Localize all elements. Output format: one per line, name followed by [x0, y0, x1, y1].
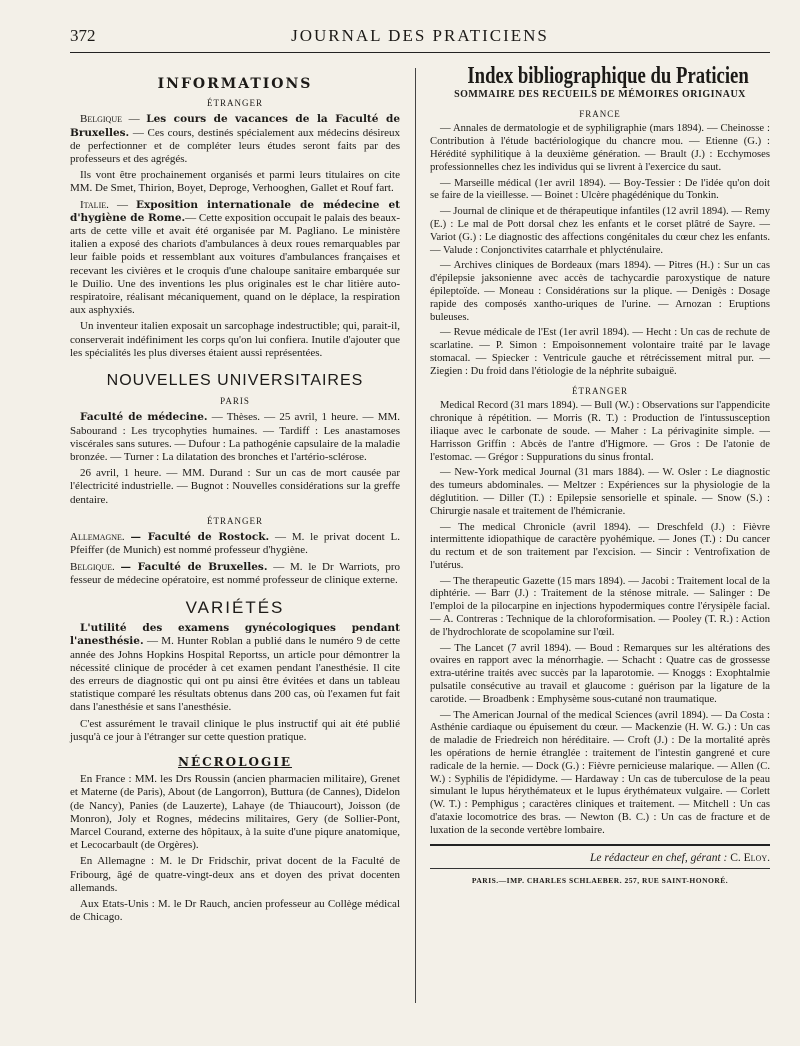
etranger-label: ÉTRANGER — [572, 385, 628, 396]
informations-heading: INFORMATIONS — [157, 76, 313, 92]
france-entry: — Annales de dermatologie et de syphiligraphie (mars 1894). — Cheinosse : Contribution à l'étude bactériologique du chancre mou. — Etienne (G.) : Hérédité syphilitique à la deuxième génération. — Brault (J.) : Ecchymoses professionnelles chez les individus qui se livrent à l'exercice du saut. — [430, 123, 770, 173]
informations-paragraph-1: Belgique — Les cours de vacances de la Faculté de Bruxelles. — Ces cours, destinés spécialement aux médecins désireux de perfectionner et de compléter leurs études seront faits par des professeurs et des agrégés. — [70, 113, 401, 166]
sommaire-heading: SOMMAIRE DES RECUEILS DE MÉMOIRES ORIGINAUX — [454, 88, 746, 100]
running-header — [70, 26, 770, 52]
column-divider — [415, 68, 416, 1003]
france-label: FRANCE — [579, 108, 621, 119]
necrologie-paragraph-2: En Allemagne : M. le Dr Fridschir, privat docent de la Faculté de Fribourg, âgé de quatre-vingt-deux ans et doyen des privat docenten allemands. — [70, 855, 400, 894]
informations-etranger-label: ÉTRANGER — [207, 98, 263, 109]
etranger-entry: — The medical Chronicle (avril 1894). — Dreschfeld (J.) : Fièvre intermittente idiopathique de caractère pyohémique. — Jones (T.) : Du cancer du rectum et de son traitement par l'excision. — Sincir : Ventrofixation de l'utérus. — [430, 521, 770, 571]
necrologie-paragraph-1: En France : MM. les Drs Roussin (ancien pharmacien militaire), Grenet et Materne (de Paris), About (de Langorron), Buttura (de Cannes), Didelon (de Nancy), Panies (de Lauzerte), Lahaye (de Thiaucourt), Joisson (de Monron), Joly et Rognes, médecins militaires, Gery (de Sollier-Pont, Marcel Courand, externe des hôpitaux, à la suite d'une piqure anatomique, et Lecocarbault (de Orgères). — [70, 773, 400, 852]
etranger-entry: — The American Journal of the medical Sciences (avril 1894). — Da Costa : Asthénie cardiaque ou épuisement du cœur. — Mackenzie (H. W. G.) : Un cas de maladie de Friedreich non héréditaire. — Croft (J.) : De la mortalité après les opérations de hernie étranglée : traitement de l'intestin gangrené et cure radicale de la hernie. — Dock (G.) : Fièvre pernicieuse malarique. — Allen (C. W.) : Syphilis de l'épididyme. — Hardaway : Un cas de tuberculose de la peau simulant le lupus hérythémateux et le lupus érythémateux vulgaire. — Corlett (W. T.) : Pemphigus ; caractères cliniques et traitement. — Mitchell : Un cas d'ataxie locomotrice des bras. — Newton (B. C.) : Un cas de fracture et de luxation de la seconde vertèbre lombaire. — [430, 709, 770, 836]
left-column — [70, 68, 400, 927]
informations-paragraph-3: Italie. — Exposition internationale de médecine et d'hygiène de Rome.— Cette exposition occupait le palais des beaux-arts de cette ville et avait été organisée par M. Pagliano. Le ministère italien a exposé des chariots d'ambulances à deux roues remarquables par leur faible poids et ressemblant aux voitures d'ambulances françaises et recevant les civières et le croquis d'une chaloupe sanitaire embarquée sur le Duilio. Une des inventions les plus originales est le char litière auto-respiratoire, réalisant mécaniquement, quand on le déplace, la respiration aux asphyxiés. — [70, 198, 400, 317]
index-title: Index bibliographique du Praticien — [467, 63, 749, 89]
editor-line: Le rédacteur en chef, gérant : C. Eloy. — [590, 851, 770, 864]
france-entry: — Journal de clinique et de thérapeutique infantiles (12 avril 1894). — Remy (E.) : Le mal de Pott dorsal chez les enfants et le corset plâtré de Sayre. — Variot (G.) : Le diagnostic des affections congénitales du cœur chez les enfants. — Valude : Conjonctivites catarrhale et phlycténulaire. — [430, 206, 770, 256]
nouvelles-heading: NOUVELLES UNIVERSITAIRES — [106, 372, 364, 390]
etranger-entry: — New-York medical Journal (31 mars 1884). — W. Osler : Le diagnostic des tumeurs abdominales. — Meltzer : Expériences sur la physiologie de la déglutition. — Diller (T.) : Epilepsie sensorielle et spinale. — Snow (S.) : Chirurgie nasale et traitement de l'hémicranie. — [430, 467, 770, 517]
header-rule — [70, 52, 770, 53]
nouvelles-paris-label: PARIS — [220, 396, 250, 407]
journal-title: JOURNAL DES PRATICIENS — [291, 26, 549, 45]
nouvelles-paragraph-3: Allemagne. — Faculté de Rostock. — M. le privat docent L. Pfeiffer (de Munich) est nommé professeur d'hygiène. — [70, 531, 400, 557]
etranger-entry: — The Lancet (7 avril 1894). — Boud : Remarques sur les altérations des ovaires en rapport avec la ménorrhagie. — Schacht : Quatre cas de grossesse extra-utérine traités avec succès par la laparotomie. — Knoggs : Exophtalmie pulsatile consécutive au travail et glaucome : guérison par la ligature de la carotide. — Broadbenk : Emphysème sous-cutané non traumatique. — [430, 642, 770, 705]
printer-imprint: PARIS.—IMP. CHARLES SCHLAEBER. 257, RUE SAINT-HONORÉ. — [471, 876, 729, 886]
varietes-heading: VARIÉTÉS — [185, 597, 285, 617]
etranger-entry: Medical Record (31 mars 1894). — Bull (W.) : Observations sur l'appendicite chronique à répétition. — Morris (R. T.) : Production de l'intussusception iliaque avec le carbonate de soude. — Maher : La périvaginite simple. — Harrisson Griffin : Abcès de l'antre d'Higmore. — Gros : De l'atonie de l'estomac. — Grégor : Suppurations du sinus frontal. — [430, 400, 770, 463]
informations-paragraph-4: Un inventeur italien exposait un sarcophage indestructible; qui, parait-il, conserverait indéfiniment les corps qu'on lui confiera. Inutile d'ajouter que les spécialités les plus diverses étaient aussi représentées. — [70, 320, 400, 359]
necrologie-heading: NÉCROLOGIE — [178, 754, 292, 769]
varietes-paragraph-2: C'est assurément le travail clinique le plus instructif qui ait été publié jusqu'à ce jour à l'étranger sur cette question pratique. — [70, 717, 400, 743]
right-column — [430, 63, 770, 888]
nouvelles-paragraph-1: Faculté de médecine. — Thèses. — 25 avril, 1 heure. — MM. Sabourand : Les trycophyties humaines. — Tardiff : Les anastamoses viscérales sans sutures. — Dufour : La pathogénie capsulaire de la maladie bronzée. — Turner : La dilatation des bronches et l'artério-sclérose. — [70, 411, 401, 464]
page-number: 372 — [70, 26, 96, 45]
informations-paragraph-2: Ils vont être prochainement organisés et parmi leurs titulaires on cite MM. De Smet, Thirion, Boyet, Deproge, Verhooghen, Gallet et Rouf fart. — [70, 169, 400, 195]
nouvelles-etranger-label: ÉTRANGER — [207, 515, 263, 526]
france-entry: — Revue médicale de l'Est (1er avril 1894). — Hecht : Un cas de rechute de scarlatine. — P. Simon : Empoisonnement volontaire traité par le lavage stomacal. — Spiecker : Ventricule gauche et rétrécissement mitral pur. — Ziegien : Du froid dans l'étiologie de la néphrite subaiguë. — [430, 327, 770, 377]
etranger-entry: — The therapeutic Gazette (15 mars 1894). — Jacobi : Traitement local de la diphtérie. — Barr (J.) : Traitement de la sténose mitrale. — Salinger : De l'emploi de la pilocarpine en injections hypodermiques contre l'érysipèle facial. — A. Contreras : Technique de la chloroformisation. — Pooley (T. R.) : Action de l'hydrochlorate de scopolamine sur l'œil. — [430, 575, 770, 638]
france-entry: — Marseille médical (1er avril 1894). — Boy-Tessier : De l'idée qu'on doit se faire de la vieillesse. — Boinet : Ulcère phagédénique du Tonkin. — [430, 177, 770, 202]
printer-rule — [430, 868, 770, 869]
editor-rule — [430, 844, 770, 846]
france-entry: — Archives cliniques de Bordeaux (mars 1894). — Pitres (H.) : Sur un cas d'épilepsie jaksonienne avec accès de tachycardie paroxystique de nature épileptoïde. — Moneau : Considérations sur la plique. — Denigès : Dosage rapide des composés xantho-uriques de l'urine. — Arnozan : Eruptions buleuses. — [430, 260, 770, 323]
nouvelles-paragraph-2: 26 avril, 1 heure. — MM. Durand : Sur un cas de mort causée par l'électricité industrielle. — Bugnot : Nouvelles considérations sur la greffe dentaire. — [70, 467, 400, 506]
nouvelles-paragraph-4: Belgique. — Faculté de Bruxelles. — M. le Dr Warriots, pro fesseur de médecine opératoire, est nommé professeur de clinique externe. — [70, 560, 400, 586]
varietes-paragraph-1: L'utilité des examens gynécologiques pendant l'anesthésie. — M. Hunter Roblan a publié dans le numéro 9 de cette année des Johns Hopkins Hospital Reportss, un article pour démontrer la nécessité clinique de procéder à cet examen pendant l'anesthésie. Il cite des erreurs de diagnostic qui ont pu ainsi être évitées et dans un tableau statistique comparé les résultats obtenus dans 200 cas, où l'examen fut fait dans l'anesthésie et sans l'anesthésie. — [70, 622, 401, 714]
necrologie-paragraph-3: Aux Etats-Unis : M. le Dr Rauch, ancien professeur au Collège médical de Chicago. — [70, 897, 400, 924]
